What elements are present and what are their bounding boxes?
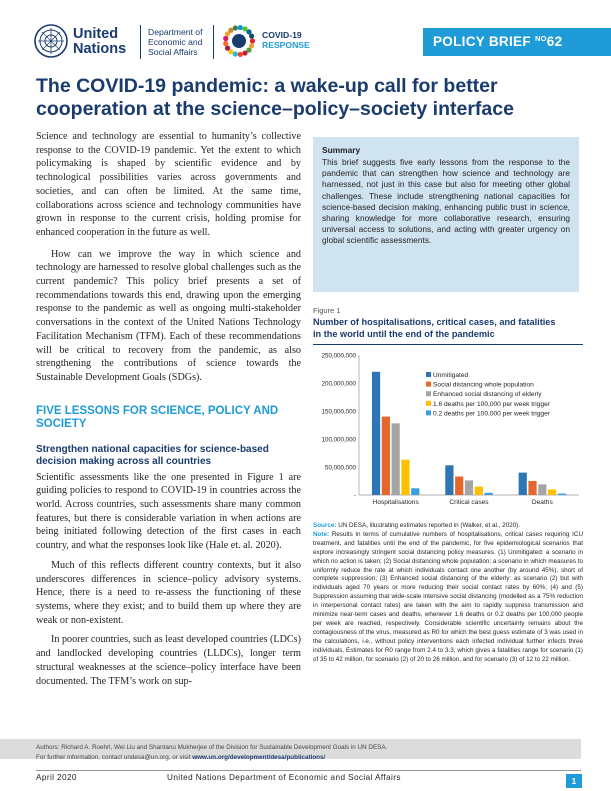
desa-line3: Social Affairs <box>148 47 198 57</box>
desa-line2: Economic and <box>148 37 203 47</box>
bar <box>519 473 527 495</box>
un-emblem-icon <box>34 24 68 58</box>
un-name-line2: Nations <box>73 41 127 57</box>
logo-dot <box>228 28 233 33</box>
logo-dot <box>225 46 230 51</box>
bar <box>475 487 483 495</box>
bar <box>485 493 493 495</box>
logo-dot <box>223 36 228 41</box>
authors-text: Authors: Richard A. Roehrl, Wei Liu and Shantanu Mukherjee of the Division for Sustainable Development Goals in UN DESA. <box>36 744 388 751</box>
desa-name <box>148 27 202 57</box>
figure-rule <box>313 344 583 345</box>
legend-label: 0.2 deaths per 100,000 per week trigger <box>433 410 550 418</box>
policy-brief-no: NO <box>534 34 547 43</box>
source-label: Source: <box>313 522 337 529</box>
y-tick-label: - <box>353 492 356 500</box>
policy-brief-number: 62 <box>546 34 563 49</box>
logo-dot <box>242 50 247 55</box>
logo-dot <box>233 51 238 56</box>
footer-rule <box>36 770 581 771</box>
title-line1: The COVID-19 pandemic: a wake-up call for better <box>36 75 498 97</box>
logo-dot <box>249 34 254 39</box>
bar <box>548 489 556 495</box>
bar <box>401 460 409 495</box>
covid-label-line1: COVID-19 <box>262 30 302 40</box>
body-paragraph: In poorer countries, such as least developed countries (LDCs) and landlocked developing countries (LLDCs), longer term structural weaknesses at the science–policy interface have been documented. The TFM’s work on sup- <box>36 634 301 687</box>
figure-1 <box>313 306 583 512</box>
note <box>313 531 583 665</box>
bar <box>392 423 400 495</box>
bar <box>465 480 473 495</box>
body-paragraph: Scientific assessments like the one presented in Figure 1 are guiding policies to respond to COVID-19 in countries across the world. Across countries, such assessments share many common features, but there is considerable variation in when actions are being initiated following detection of the first cases in each country, and what the responses look like (Hale et. al. 2020). <box>36 471 301 552</box>
authors-block <box>36 743 581 763</box>
bar <box>558 494 566 495</box>
logo-dot <box>238 25 243 30</box>
sub-heading: Strengthen national capacities for science-based decision making across all countries <box>36 443 269 468</box>
publications-link[interactable]: www.un.org/development/desa/publications/ <box>192 754 326 761</box>
covid-response-logo-icon <box>220 22 258 60</box>
legend-swatch <box>426 372 431 377</box>
figure-title-line2: in the world until the end of the pandemic <box>313 328 495 339</box>
covid-label-line2: RESPONSE <box>262 40 310 50</box>
header <box>0 0 611 70</box>
bar-chart <box>313 347 583 512</box>
covid-response-label <box>262 30 310 50</box>
figure-title <box>313 317 583 340</box>
y-tick-label: 100,000,000 <box>321 436 356 444</box>
y-tick-label: 150,000,000 <box>321 408 356 416</box>
legend-swatch <box>426 410 431 415</box>
bar <box>411 488 419 495</box>
body-paragraph: How can we improve the way in which science and technology are harnessed to resolve global challenges such as the current pandemic? This policy brief presents a set of recommendations towards this end, drawing upon the emerging response to the pandemic as well as ongoing multi-stakeholder conversations in the context of the United Nations Technology Facilitation Mechanism (TFM). Each of these recommendations will be critical to recovery from the pandemic, as also strengthening the contributions of science towards the Sustainable Development Goals (SDGs). <box>36 248 301 383</box>
note-text: Results in terms of cumulative numbers of hospitalisations, critical cases requiring ICU treatment, and fatalities until the end of the pandemic, for five epidemiological scenarios that explore increasingly stringent social distancing policy measures. (1) Unmitigated: a scenario in which no action is taken; (2) Social distancing whole population: a scenario in which measures to uniformly reduce the rate at which individuals contact one another (by around 45%), short of complete suppression; (3) Enhanced social distancing of the elderly: as scenario (2) but with individuals aged 70 years or more reducing their social contact rates by 60%; (4) and (5) Suppression assuming that wide-scale intensive social distancing (modelled as a 75% reduction in interpersonal contact rates) are taken with the aim to rapidly suppress transmission and minimize near-term cases and deaths, whenever 1.6 deaths or 0.2 deaths per 100,000 people per week are reached, respectively. Considerable scientific uncertainty remains about the contagiousness of the virus, measured as R0 for which the best guess estimate of 3 was used in the calculations, i.e., without policy interventions each infected individual further infects three individuals. Estimates for R0 range from 2.4 to 3.3, which gives a fatalities range for scenario (1) of 35 to 42 million, for scenario (2) of 20 to 26 million, and for scenario (3) of 12 to 22 million. <box>313 530 583 663</box>
page-number: 1 <box>566 774 582 788</box>
footer-date: April 2020 <box>36 773 77 782</box>
x-tick-label: Hospitalisations <box>372 499 419 506</box>
logo-dot <box>233 25 238 30</box>
un-name <box>73 27 126 57</box>
left-column <box>36 130 301 688</box>
x-tick-label: Critical cases <box>449 499 489 506</box>
legend-label: Unmitigated <box>433 372 469 379</box>
summary-heading: Summary <box>322 145 361 155</box>
policy-brief-banner <box>423 28 611 56</box>
bar <box>382 417 390 495</box>
legend-swatch <box>426 401 431 406</box>
legend-label: Social distancing whole population <box>433 381 534 389</box>
body-paragraph: Science and technology are essential to humanity’s collective response to the COVID-19 pandemic. Yet the extent to which policymaking is shaped by scientific evidence and by technological possibilities varies across governments and societies, and can often be limited. At the same time, collaborations across science and technology communities have grown in response to the current crisis, holding promise for enhanced cooperation in the future as well. <box>36 131 301 238</box>
legend-label: 1.6 deaths per 100,000 per week trigger <box>433 400 550 408</box>
note-label: Note: <box>313 530 330 538</box>
summary-box <box>313 137 579 292</box>
legend-swatch <box>426 382 431 387</box>
bar <box>372 372 380 495</box>
page-title <box>36 75 581 121</box>
y-tick-label: 250,000,000 <box>321 352 356 360</box>
source-text: UN DESA, illustrating estimates reported in (Walker, et al., 2020). <box>338 522 520 529</box>
figure-title-line1: Number of hospitalisations, critical cases, and fatalities <box>313 317 556 327</box>
title-line2: cooperation at the science–policy–society interface <box>36 98 514 120</box>
y-tick-label: 50,000,000 <box>325 464 356 472</box>
figure-label: Figure 1 <box>313 306 341 315</box>
section-heading: FIVE LESSONS FOR SCIENCE, POLICY AND SOCIETY <box>36 404 279 431</box>
legend-label: Enhanced social distancing of elderly <box>433 391 542 399</box>
x-tick-label: Deaths <box>531 499 553 506</box>
contact-text <box>36 753 581 763</box>
logo-dot <box>223 41 228 46</box>
source-note <box>313 522 583 531</box>
logo-dot <box>238 52 243 57</box>
y-tick-label: 200,000,000 <box>321 380 356 388</box>
body-paragraph: Much of this reflects different country contexts, but it also underscores differences in science–policy advisory systems. Hence, there is a need to re-assess the functioning of these systems, where they exist; and to build them up where they are weak or non-existent. <box>36 559 301 626</box>
legend-swatch <box>426 391 431 396</box>
un-name-line1: United <box>73 26 119 42</box>
logo-dot <box>250 38 255 43</box>
footer-org: United Nations Department of Economic and Social Affairs <box>167 773 401 782</box>
policy-brief-label: POLICY BRIEF <box>433 34 531 49</box>
contact-prefix: For further information, contact undesa@un.org, or visit <box>36 754 193 761</box>
bar <box>445 465 453 495</box>
bar <box>538 484 546 495</box>
header-divider <box>213 25 214 59</box>
header-divider <box>140 25 141 59</box>
bar <box>455 477 463 495</box>
summary-text: This brief suggests five early lessons from the response to the pandemic that can strengthen how science and technology are harnessed, not just in this case but also for meeting other global challenges. These include strengthening national capacities for science-based decision making, enhancing public trust in science, sharing knowledge for more collaborative research, ensuring universal access to solutions, and acting with greater urgency on global scientific assessments. <box>322 157 570 246</box>
desa-line1: Department of <box>148 27 203 37</box>
bar <box>528 481 536 495</box>
figure-notes <box>313 522 583 665</box>
